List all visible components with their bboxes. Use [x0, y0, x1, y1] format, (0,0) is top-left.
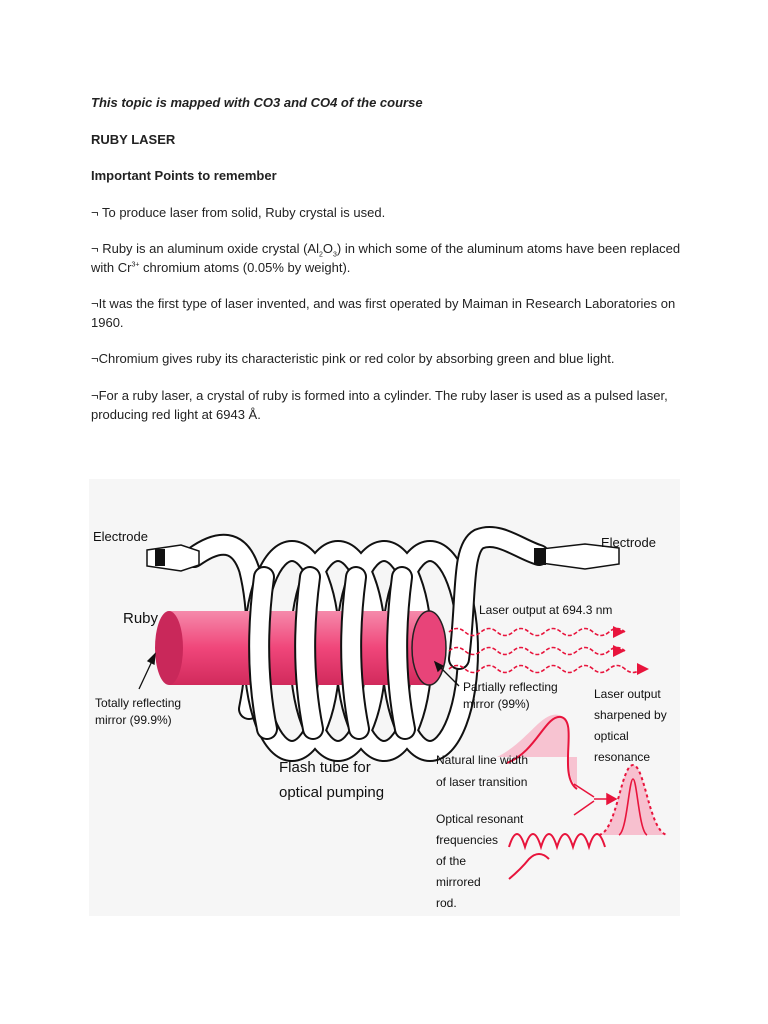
point-bullet: ¬ — [91, 296, 99, 311]
label-resonant-1: Optical resonant — [436, 812, 524, 826]
subscript-3: 3 — [332, 251, 337, 259]
point-2: ¬ Ruby is an aluminum oxide crystal $(Al_2O_3)$ in which some of the aluminum atoms have been replaced with $Cr^{3+}$ chromium atoms (0.05% by weight). — [91, 241, 681, 275]
point-5: ¬For a ruby laser, a crystal of ruby is formed into a cylinder. The ruby laser is used as a pulsed laser, producing red light at 6943 Å. — [91, 388, 668, 422]
label-sharpened-1: Laser output — [594, 687, 661, 701]
label-line-width-1: Natural line width — [436, 753, 529, 767]
point-3: ¬It was the first type of laser invented, and was first operated by Maiman in Research Laboratories on 1960. — [91, 296, 676, 330]
label-resonant-5: rod. — [436, 896, 457, 910]
point-bullet: ¬ — [91, 205, 99, 220]
label-totally-reflecting-2: mirror (99.9%) — [95, 713, 172, 727]
label-electrode-left: Electrode — [93, 529, 148, 544]
label-partially-reflecting-1: Partially reflecting — [463, 680, 558, 694]
point-bullet: ¬ — [91, 351, 99, 366]
label-flash-tube-1: Flash tube for — [279, 759, 371, 776]
point-4: ¬Chromium gives ruby its characteristic pink or red color by absorbing green and blue light. — [91, 351, 615, 366]
point-bullet: ¬ — [91, 241, 99, 256]
label-resonant-4: mirrored — [436, 875, 481, 889]
label-sharpened-4: resonance — [594, 750, 651, 764]
ruby-laser-svg — [89, 479, 680, 916]
course-mapping-note: This topic is mapped with CO3 and CO4 of the course — [91, 95, 423, 110]
laser-arrowheads — [613, 626, 649, 675]
label-totally-reflecting-1: Totally reflecting — [95, 696, 182, 710]
label-partially-reflecting-2: mirror (99%) — [463, 697, 530, 711]
label-sharpened-2: sharpened by — [594, 708, 667, 722]
point-bullet: ¬ — [91, 388, 99, 403]
point-1: ¬ To produce laser from solid, Ruby crystal is used. — [91, 205, 386, 220]
ruby-laser-diagram — [89, 479, 680, 916]
label-resonant-3: of the — [436, 854, 467, 868]
subscript-2: 2 — [318, 251, 323, 259]
electrode-left-icon — [147, 545, 199, 571]
converge-arrows — [574, 784, 616, 815]
important-points-heading: Important Points to remember — [91, 168, 277, 183]
label-electrode-right: Electrode — [601, 535, 656, 550]
label-flash-tube-2: optical pumping — [279, 784, 385, 801]
resonant-frequencies-wave — [509, 834, 605, 879]
superscript-3plus: 3+ — [131, 261, 140, 269]
section-heading: RUBY LASER — [91, 132, 176, 147]
label-line-width-2: of laser transition — [436, 775, 528, 789]
label-ruby: Ruby — [123, 610, 159, 627]
label-sharpened-3: optical — [594, 729, 629, 743]
diagram-labels — [93, 529, 667, 910]
label-resonant-2: frequencies — [436, 833, 499, 847]
label-laser-output-wavelength: Laser output at 694.3 nm — [479, 603, 613, 617]
